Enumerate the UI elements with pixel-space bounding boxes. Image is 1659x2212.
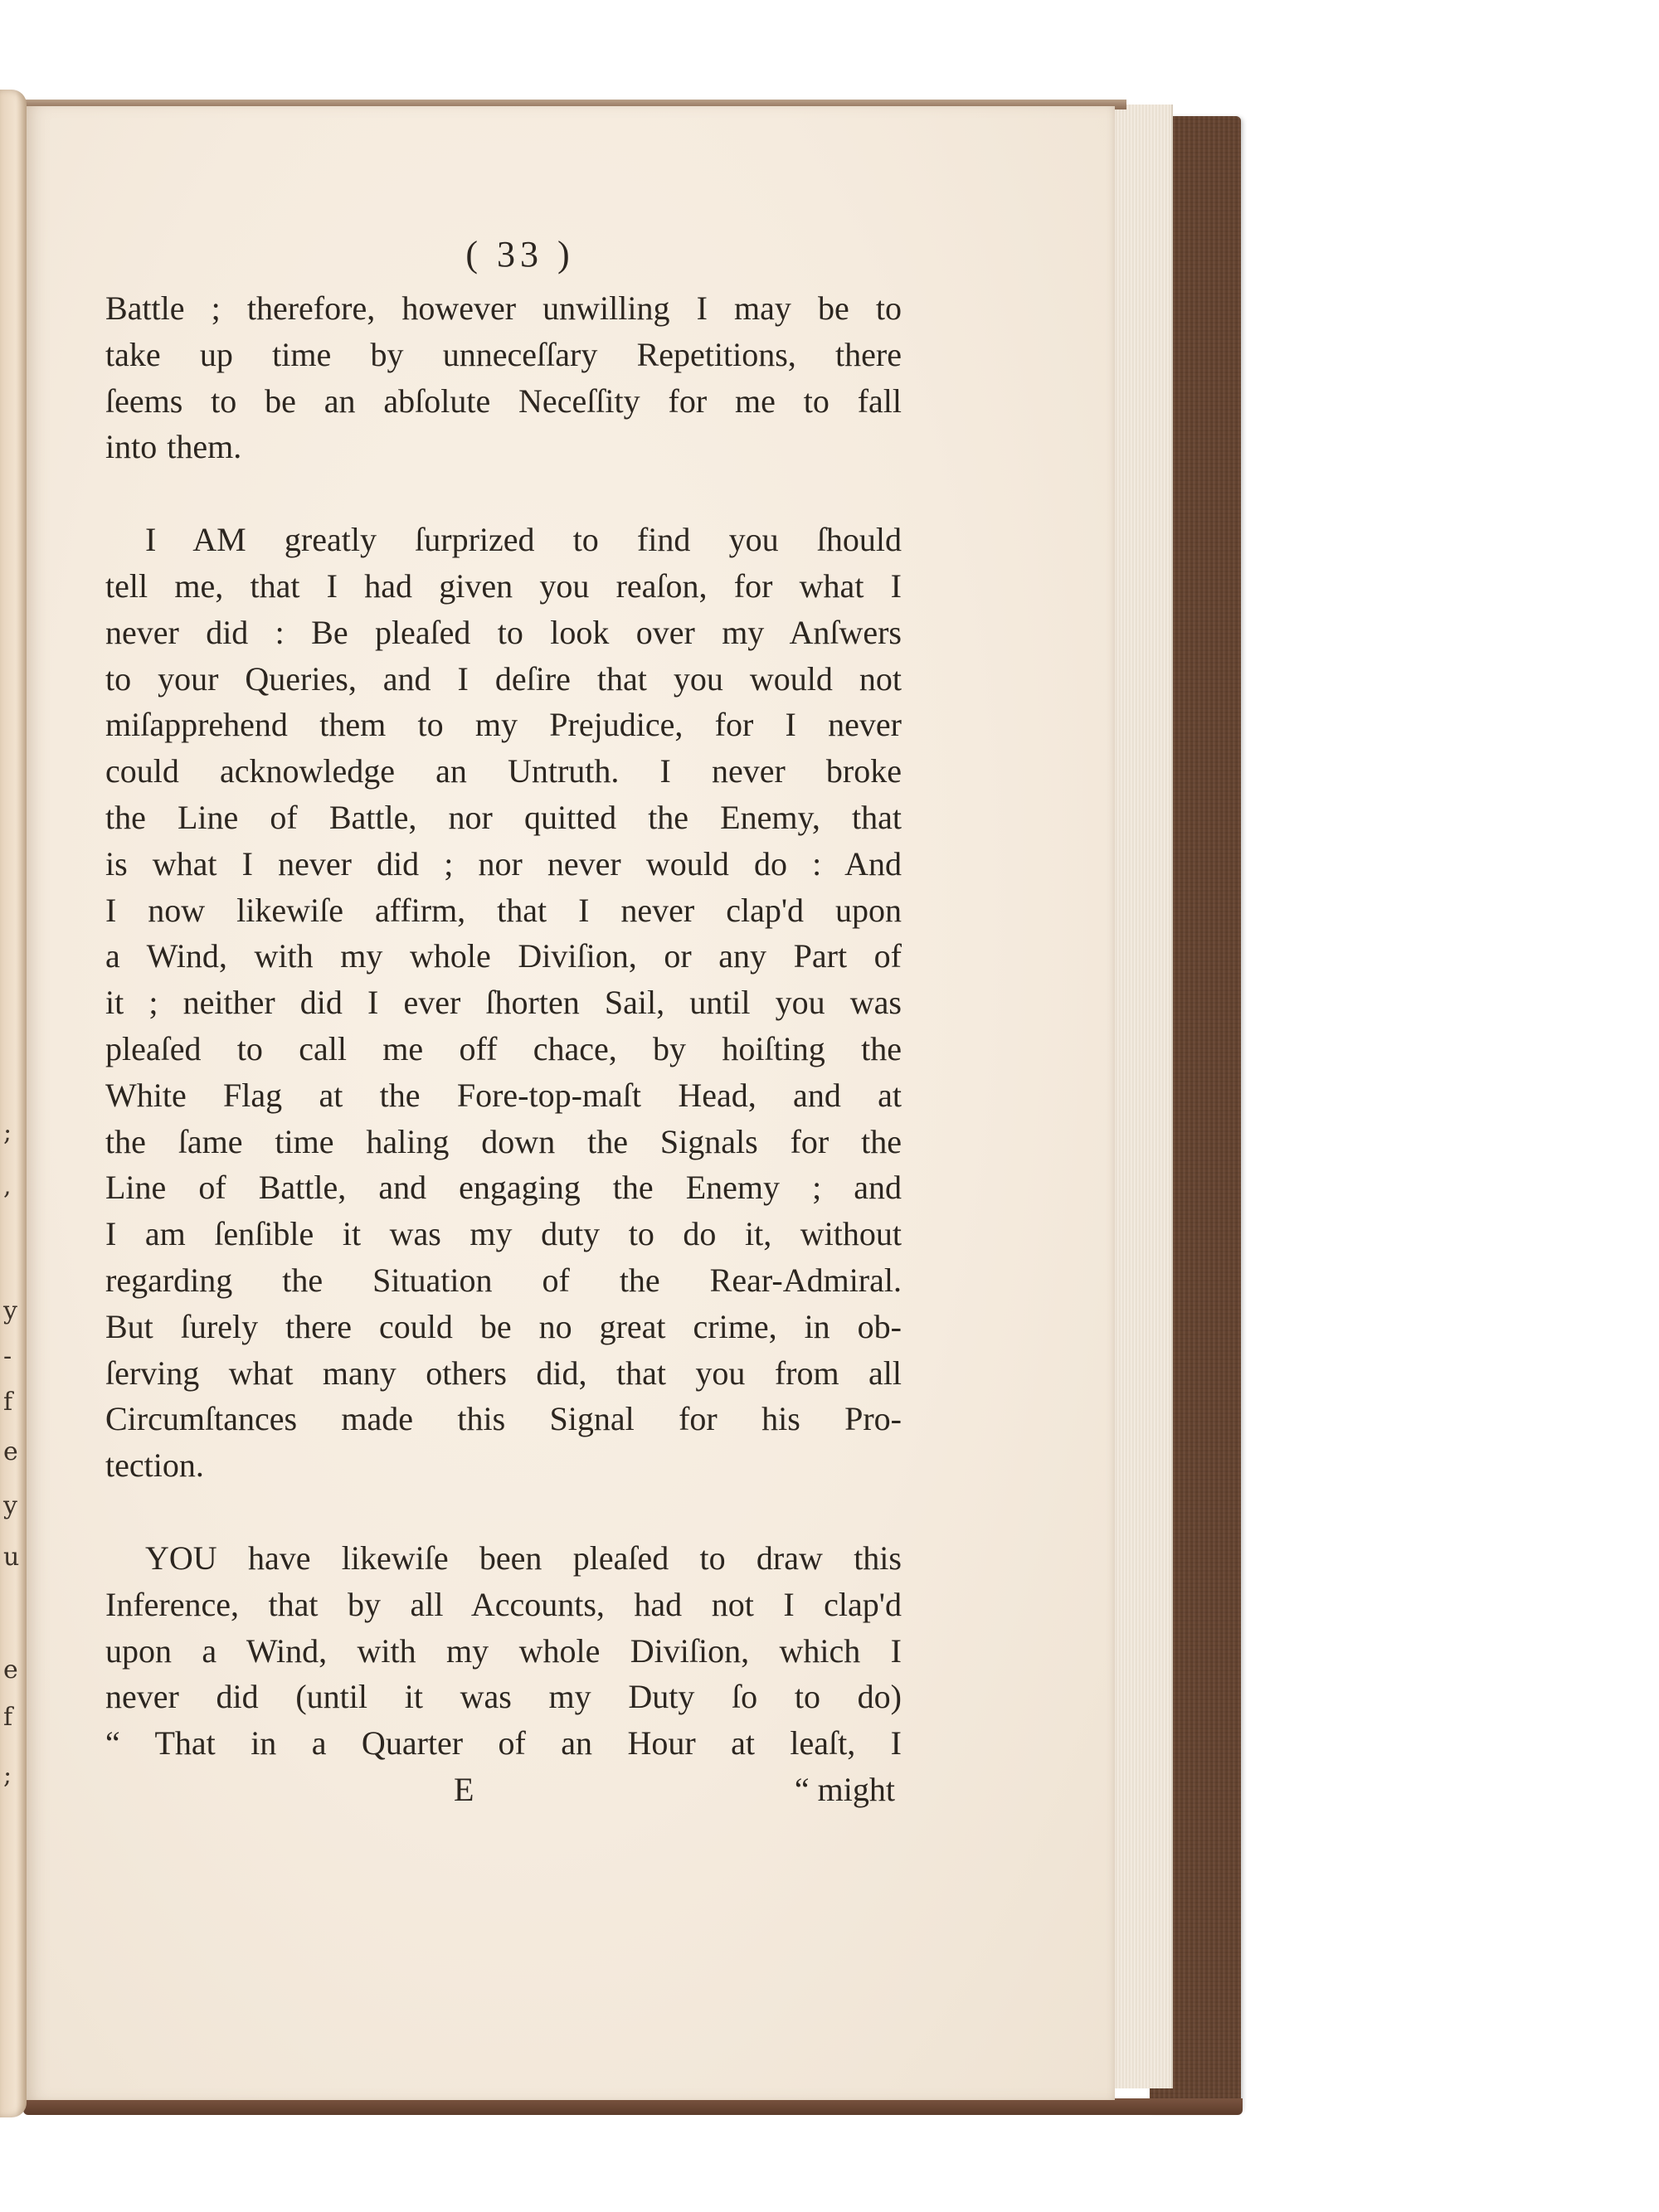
text-line: could acknowledge an Untruth. I never broke xyxy=(105,752,902,790)
facing-glyph: ; xyxy=(3,1118,12,1147)
text-line: Battle ; therefore, however unwilling I may be to xyxy=(105,289,902,327)
page-number: ( 33 ) xyxy=(465,234,575,275)
text-line: take up time by unneceſſary Repetitions, there xyxy=(105,335,902,373)
text-line: pleaſed to call me off chace, by hoiſting the xyxy=(105,1029,902,1067)
text-line: “ That in a Quarter of an Hour at leaſt, I xyxy=(105,1724,902,1762)
facing-glyph: y xyxy=(3,1296,17,1325)
page-footer xyxy=(105,1767,902,1813)
facing-glyph: e xyxy=(3,1437,18,1466)
text-line: I am ſenſible it was my duty to do it, without xyxy=(105,1215,902,1253)
text-line: is what I never did ; nor never would do : And xyxy=(105,844,902,882)
text-line: upon a Wind, with my whole Diviſion, which I xyxy=(105,1631,902,1670)
text-line: White Flag at the Fore-top-maſt Head, and at xyxy=(105,1076,902,1114)
text-line: the ſame time haling down the Signals for the xyxy=(105,1122,902,1160)
text-line: YOU have likewiſe been pleaſed to draw this xyxy=(145,1539,902,1577)
signature-mark: E xyxy=(454,1770,474,1808)
facing-glyph: e xyxy=(3,1655,18,1685)
facing-glyph: ; xyxy=(3,1761,12,1790)
page-edges xyxy=(1112,105,1173,2088)
catchword: “ might xyxy=(794,1770,895,1808)
text-line: never did (until it was my Duty ſo to do) xyxy=(105,1678,902,1716)
book-page xyxy=(27,106,1115,2100)
text-line: a Wind, with my whole Diviſion, or any Part of xyxy=(105,937,902,975)
page-text xyxy=(105,231,902,1813)
text-line: ſeems to be an abſolute Neceſſity for me to fall xyxy=(105,382,902,420)
paragraph-1 xyxy=(105,285,902,470)
facing-glyph: u xyxy=(3,1543,20,1572)
text-line: I now likewiſe affirm, that I never clap'd upon xyxy=(105,891,902,929)
text-line: But ſurely there could be no great crime, in ob- xyxy=(105,1307,902,1345)
text-line: Inference, that by all Accounts, had not I clap'd xyxy=(105,1585,902,1623)
text-line: tell me, that I had given you reaſon, for what I xyxy=(105,566,902,605)
paragraph-3 xyxy=(105,1535,902,1767)
text-line: regarding the Situation of the Rear-Admiral. xyxy=(105,1261,902,1299)
facing-glyph: - xyxy=(3,1342,12,1371)
facing-glyph: f xyxy=(3,1388,13,1417)
text-line: Line of Battle, and engaging the Enemy ; and xyxy=(105,1169,902,1207)
text-line: it ; neither did I ever ſhorten Sail, until you was xyxy=(105,984,902,1022)
paragraph-2 xyxy=(105,517,902,1489)
text-line: the Line of Battle, nor quitted the Enemy, that xyxy=(105,798,902,836)
facing-glyph: , xyxy=(3,1172,12,1201)
text-line: ſerving what many others did, that you from all xyxy=(105,1354,902,1392)
facing-glyph: y xyxy=(3,1491,17,1520)
text-line: to your Queries, and I deſire that you would not xyxy=(105,659,902,698)
facing-glyph: f xyxy=(3,1703,13,1732)
text-line: never did : Be pleaſed to look over my Anſwers xyxy=(105,613,902,651)
facing-page-glyphs xyxy=(2,90,27,2117)
text-line: Circumſtances made this Signal for his Pro- xyxy=(105,1400,902,1438)
text-line: into them. xyxy=(105,428,242,466)
text-line: miſapprehend them to my Prejudice, for I never xyxy=(105,706,902,744)
text-line: I AM greatly ſurprized to find you ſhould xyxy=(145,521,902,559)
facing-page-fragment xyxy=(0,90,27,2117)
text-line: tection. xyxy=(105,1446,204,1485)
bottom-board xyxy=(23,2098,1243,2115)
